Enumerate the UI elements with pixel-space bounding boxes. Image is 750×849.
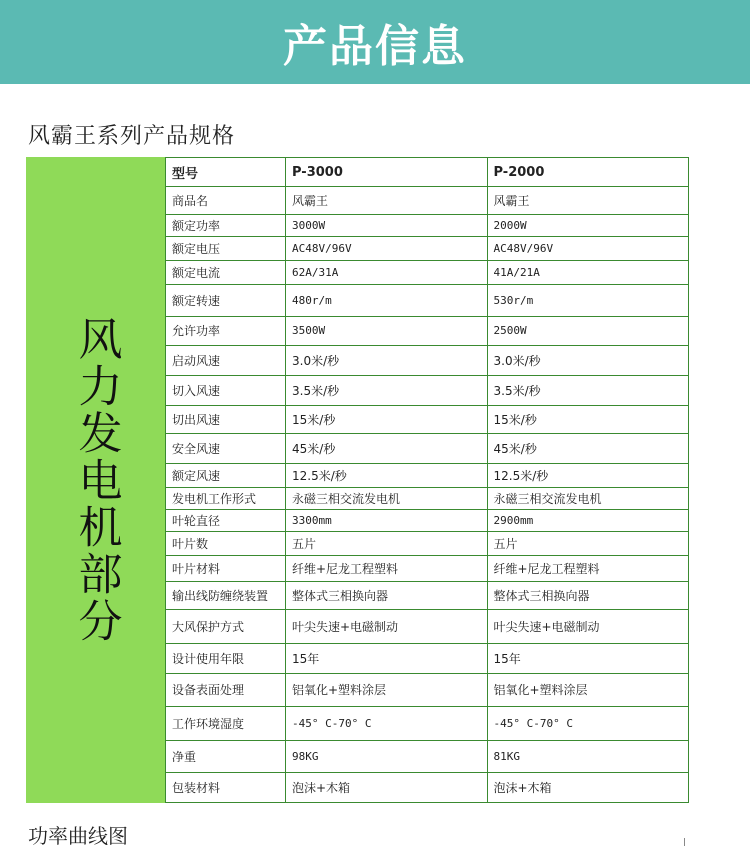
row-label: 额定风速 bbox=[166, 463, 286, 487]
header-banner bbox=[0, 0, 750, 84]
row-value-p3000: 整体式三相换向器 bbox=[286, 582, 488, 610]
header-label: 型号 bbox=[166, 158, 286, 187]
row-label: 输出线防缠绕装置 bbox=[166, 582, 286, 610]
table-row bbox=[166, 345, 689, 375]
row-value-p3000: 叶尖失速+电磁制动 bbox=[286, 610, 488, 644]
table-row bbox=[166, 582, 689, 610]
table-row bbox=[166, 706, 689, 740]
table-row bbox=[166, 532, 689, 556]
table-row bbox=[166, 405, 689, 433]
row-label: 商品名 bbox=[166, 187, 286, 215]
row-value-p3000: 风霸王 bbox=[286, 187, 488, 215]
row-value-p2000: 五片 bbox=[487, 532, 689, 556]
row-value-p3000: 五片 bbox=[286, 532, 488, 556]
spec-table-body bbox=[166, 158, 689, 803]
row-value-p2000: -45° C-70° C bbox=[487, 706, 689, 740]
row-value-p2000: 叶尖失速+电磁制动 bbox=[487, 610, 689, 644]
row-label: 切出风速 bbox=[166, 405, 286, 433]
banner-title: 产品信息 bbox=[283, 21, 467, 72]
row-value-p3000: 3000W bbox=[286, 215, 488, 237]
row-value-p3000: 3.5米/秒 bbox=[286, 375, 488, 405]
row-label: 工作环境湿度 bbox=[166, 706, 286, 740]
spec-section bbox=[26, 157, 689, 803]
row-label: 启动风速 bbox=[166, 345, 286, 375]
table-row bbox=[166, 740, 689, 772]
row-label: 叶轮直径 bbox=[166, 509, 286, 531]
power-curve-title: 功率曲线图 bbox=[28, 824, 128, 848]
row-label: 叶片数 bbox=[166, 532, 286, 556]
row-label: 额定电压 bbox=[166, 237, 286, 261]
row-value-p2000: 15米/秒 bbox=[487, 405, 689, 433]
row-value-p2000: 530r/m bbox=[487, 285, 689, 317]
table-row bbox=[166, 433, 689, 463]
row-value-p2000: 泡沫+木箱 bbox=[487, 772, 689, 802]
row-value-p2000: 永磁三相交流发电机 bbox=[487, 487, 689, 509]
divider-tick bbox=[684, 838, 685, 846]
header-p2000: P-2000 bbox=[487, 158, 689, 187]
row-value-p2000: 2500W bbox=[487, 317, 689, 345]
table-row bbox=[166, 487, 689, 509]
row-label: 净重 bbox=[166, 740, 286, 772]
row-label: 大风保护方式 bbox=[166, 610, 286, 644]
row-label: 切入风速 bbox=[166, 375, 286, 405]
row-value-p2000: 3.5米/秒 bbox=[487, 375, 689, 405]
table-row bbox=[166, 261, 689, 285]
row-label: 包装材料 bbox=[166, 772, 286, 802]
row-label: 额定功率 bbox=[166, 215, 286, 237]
row-label: 额定电流 bbox=[166, 261, 286, 285]
row-value-p3000: 15年 bbox=[286, 644, 488, 674]
spec-table bbox=[165, 157, 689, 803]
header-p3000: P-3000 bbox=[286, 158, 488, 187]
row-value-p2000: 2900mm bbox=[487, 509, 689, 531]
side-panel bbox=[26, 157, 165, 803]
row-label: 安全风速 bbox=[166, 433, 286, 463]
row-value-p3000: AC48V/96V bbox=[286, 237, 488, 261]
row-value-p3000: 3.0米/秒 bbox=[286, 345, 488, 375]
row-label: 设备表面处理 bbox=[166, 674, 286, 706]
row-value-p2000: 风霸王 bbox=[487, 187, 689, 215]
table-row bbox=[166, 463, 689, 487]
row-value-p3000: 62A/31A bbox=[286, 261, 488, 285]
table-row bbox=[166, 556, 689, 582]
row-value-p3000: 3300mm bbox=[286, 509, 488, 531]
row-value-p2000: AC48V/96V bbox=[487, 237, 689, 261]
table-row bbox=[166, 215, 689, 237]
row-value-p2000: 整体式三相换向器 bbox=[487, 582, 689, 610]
table-row bbox=[166, 187, 689, 215]
table-row bbox=[166, 375, 689, 405]
row-value-p2000: 41A/21A bbox=[487, 261, 689, 285]
row-value-p3000: 45米/秒 bbox=[286, 433, 488, 463]
row-value-p2000: 2000W bbox=[487, 215, 689, 237]
table-row bbox=[166, 644, 689, 674]
row-value-p3000: 纤维+尼龙工程塑料 bbox=[286, 556, 488, 582]
row-value-p3000: 15米/秒 bbox=[286, 405, 488, 433]
row-value-p2000: 15年 bbox=[487, 644, 689, 674]
row-label: 允许功率 bbox=[166, 317, 286, 345]
row-value-p2000: 45米/秒 bbox=[487, 433, 689, 463]
side-label: 风力发电机部分 bbox=[70, 315, 122, 645]
row-value-p3000: 永磁三相交流发电机 bbox=[286, 487, 488, 509]
row-value-p3000: 3500W bbox=[286, 317, 488, 345]
section-title: 风霸王系列产品规格 bbox=[28, 124, 236, 149]
row-value-p3000: 泡沫+木箱 bbox=[286, 772, 488, 802]
row-label: 叶片材料 bbox=[166, 556, 286, 582]
table-row bbox=[166, 610, 689, 644]
row-label: 额定转速 bbox=[166, 285, 286, 317]
row-value-p2000: 81KG bbox=[487, 740, 689, 772]
row-value-p2000: 纤维+尼龙工程塑料 bbox=[487, 556, 689, 582]
row-value-p3000: 铝氧化+塑料涂层 bbox=[286, 674, 488, 706]
row-value-p3000: 12.5米/秒 bbox=[286, 463, 488, 487]
row-value-p2000: 12.5米/秒 bbox=[487, 463, 689, 487]
row-value-p3000: 480r/m bbox=[286, 285, 488, 317]
table-row bbox=[166, 772, 689, 802]
table-row bbox=[166, 237, 689, 261]
table-row bbox=[166, 509, 689, 531]
row-value-p3000: 98KG bbox=[286, 740, 488, 772]
row-value-p2000: 3.0米/秒 bbox=[487, 345, 689, 375]
row-label: 发电机工作形式 bbox=[166, 487, 286, 509]
row-value-p3000: -45° C-70° C bbox=[286, 706, 488, 740]
table-row bbox=[166, 674, 689, 706]
table-row bbox=[166, 285, 689, 317]
table-header-row bbox=[166, 158, 689, 187]
table-row bbox=[166, 317, 689, 345]
row-value-p2000: 铝氧化+塑料涂层 bbox=[487, 674, 689, 706]
row-label: 设计使用年限 bbox=[166, 644, 286, 674]
